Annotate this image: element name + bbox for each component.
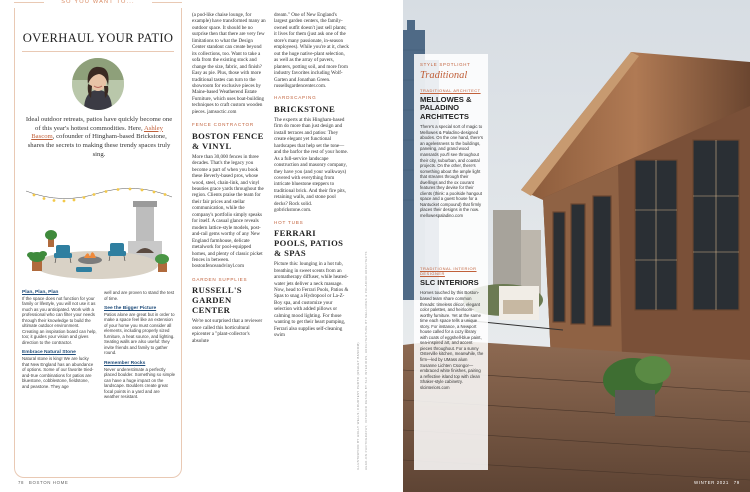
folio-right	[694, 480, 740, 485]
section-title: RUSSELL'S GARDEN CENTER	[192, 285, 242, 316]
intro-text-start: Ideal outdoor retreats, patios have quickly become one of this year's hottest commodities. Here,	[25, 116, 173, 132]
spotlight-entry-architect	[420, 88, 484, 219]
photo-credit-left: ILLUSTRATION BY HOLLY WELLS; COURTESY PHOTO (ASHLEY BASCOM)	[356, 342, 360, 470]
article-paragraph: (a pod-like chaise lounge, for example) have transformed many an outdoor space. It should be no surprise then that there are very few limitations to what the Design Center standout can create beyond its collections, too. Want to take a sofa from the existing stock and change the size, fabric, and finish? Easy as pie. Plus, those with more traditional tastes can turn to the showroom for exclusive pieces by Maine-based Weatherend Estate Furniture, which uses boat-building techniques to craft custom wooden pieces. jamsoctic.com	[192, 12, 266, 115]
tip-body: Never underestimate a perfectly placed boulder. Something so simple can have a huge impact on the landscape. Boulders create great focal points in a yard and are weather resistant.	[104, 366, 175, 400]
section-title: BRICKSTONE	[274, 103, 336, 114]
tips-column-2	[104, 290, 176, 400]
tip-body: well and are proven to stand the test of time.	[104, 290, 175, 301]
magazine-name: BOSTON HOME	[28, 480, 69, 485]
section-label: GARDEN SUPPLIES	[192, 276, 248, 282]
issue-date: WINTER 2021	[694, 480, 729, 485]
sidebar-kicker: SO YOU WANT TO...	[44, 0, 152, 5]
tip-body: Patios alone are great but in order to make a space feel like an extension of your home you must consider all elements, including properly sized furniture, a heat source, and lighting. Seating walls are also useful: they invite friends and family to gather round.	[104, 311, 175, 356]
sidebar-headline: OVERHAUL YOUR PATIO	[22, 31, 174, 45]
article-column-4	[274, 12, 350, 339]
avatar	[72, 58, 124, 110]
section-body: Picture this: lounging in a hot tub, breathing in sweet scents from an aromatherapy diffuser, while heated-water jets deliver a neck massage. Now, head to Ferrari Pools, Patios & Spas to snag a Hydropool or La-Z-Boy spa, and customize your selection with added pillows or calming mood lighting. For those wanting to get their heart pumping, Ferrari also supplies self-cleaning swim	[274, 261, 349, 339]
portrait-image	[72, 58, 124, 110]
section-label: HOT TUBS	[274, 219, 304, 225]
intro-name-link[interactable]: Ashley Bascom	[31, 124, 163, 141]
tip-heading: Embrace Natural Stone	[22, 350, 76, 356]
page-number-right: 79	[733, 480, 740, 485]
article-column-3	[192, 12, 266, 344]
spotlight-body: There's a special sort of magic to Mellowes & Paladino-designed abodes. On the one hand, there's an agelessness to the buildings, paneling, and grand wood mansards you'll see throughout their city, suburban, and coastal projects. On the other, there's something about the ample light that streams through their dwellings and the ox courant features they devise for their clients (think: a poolside hangout space and a guest house for a Nantucket compound) that firmly places their designs in the now. mellowespaladino.com	[420, 124, 483, 218]
photo-credit-right: HEAD-ON PHOTOGRAPHY, INTERIOR DESIGN BY SLC INTERIORS, ARCHITECTURE BY MELLOWES & PALADINO ARCHITECTS	[364, 251, 368, 470]
spotlight-tag: TRADITIONAL ARCHITECT	[420, 88, 481, 93]
section-label: FENCE CONTRACTOR	[192, 122, 254, 128]
kicker-rule-right	[152, 2, 182, 3]
section-body: More than 30,000 fences in three decades. That's the legacy you become a part of when you book these Beverly-based pros, whose wood, steel, chain-link, and vinyl beauties grace yards throughout the region. Clients praise the team for their fair prices and stellar communication, while the company's portfolio simply speaks for itself. A casual glance reveals modern lattice-style models, post-and-rail gems worthy of any New England farmhouse, delicate metalwork for pool-equipped homes, and plenty of classic picket fences in between. bostonfenceandvinyl.com	[192, 153, 264, 270]
tip-body: Natural stone is king! We are lucky that New England has an abundance of options. Some of our favorite tried-and-true combinations for patios are bluestone, cobblestone, fieldstone, and peastone. They age	[22, 356, 94, 389]
section-title: BOSTON FENCE & VINYL	[192, 130, 264, 151]
intro-text-end: , cofounder of Hingham-based Brickstone, shares the secrets to making these trendy spaces truly sing.	[27, 133, 171, 158]
section-title: FERRARI POOLS, PATIOS & SPAS	[274, 228, 344, 259]
spotlight-body: Homes touched by this Boston-based team share common threads: timeless décor, elegant color palettes, and heirloom-worthy furniture. Yet at the same time each space tells a unique story. For instance, a Newport house called for a cozy library with coats of eggshell-blue paint, sea-inspired art, and accent pieces throughout. For a sunny Osterville kitchen, meanwhile, the firm—led by UMass alum Susanne Lichten Csongor—embraced white finishes, pairing a reflective island top with clean Shaker-style cabinetry. slcinteriors.com	[420, 290, 484, 390]
spotlight-entry-designer	[420, 266, 484, 390]
section-label: HARDSCAPING	[274, 95, 317, 101]
section-body: We're not surprised that a reviewer once called this horticultural epicenter a "plant-collector's absolute	[192, 318, 263, 344]
tip-body: If the space does not function for your family or lifestyle, you will not use it as much as you anticipated. Work with a professional who can filter your needs through their knowledge to build the ultimate outdoor environment. Creating an inspiration board can help, too; it guides your vision and gives direction to the contractor.	[22, 295, 97, 345]
spotlight-name: SLC INTERIORS	[420, 278, 479, 287]
patio-illustration-svg	[24, 183, 174, 288]
section-body: The experts at this Hingham-based firm do more than just design and install terraces and patios: They create elegant yet functional hardscapes that help set the tone—and the barfor the rest of your home. As a full-service landscape construction and masonry company, they have you (and your walkways) covered with everything from intricate bluestone steppers to traditional brick. And their fire pits, retaining walls, and stone pool decks? Rock solid. gobrickstone.com.	[274, 116, 348, 214]
headline-rule	[22, 51, 174, 52]
tip-heading: See the Bigger Picture	[104, 306, 157, 312]
page-number-left: 78	[18, 480, 25, 485]
spotlight-name: MELLOWES & PALADINO ARCHITECTS	[420, 95, 472, 121]
sidebar-intro	[24, 116, 174, 160]
kicker-rule-left	[14, 2, 44, 3]
spotlight-kicker: STYLE SPOTLIGHT	[420, 62, 471, 67]
tip-heading: Plan, Plan, Plan	[22, 290, 59, 295]
spotlight-title: Traditional	[420, 70, 468, 81]
tip-heading: Remember Rocks	[104, 361, 146, 367]
spotlight-tag: TRADITIONAL INTERIOR DESIGNER	[420, 266, 477, 276]
patio-illustration	[24, 183, 174, 288]
article-paragraph: dream." One of New England's largest garden centers, the family-owned outfit doesn't just sell plants; it lives for them (just ask one of the store's many passionate, in-season employees). While you're at it, check out the huge native-plant selection, as well as the array of pavers, planters, potting soil, and more from industry favorites including Wolf-Garten and Jonathan Green. russellsgardencenter.com.	[274, 12, 349, 89]
tips-column-1	[22, 290, 97, 389]
folio-left	[18, 480, 68, 485]
